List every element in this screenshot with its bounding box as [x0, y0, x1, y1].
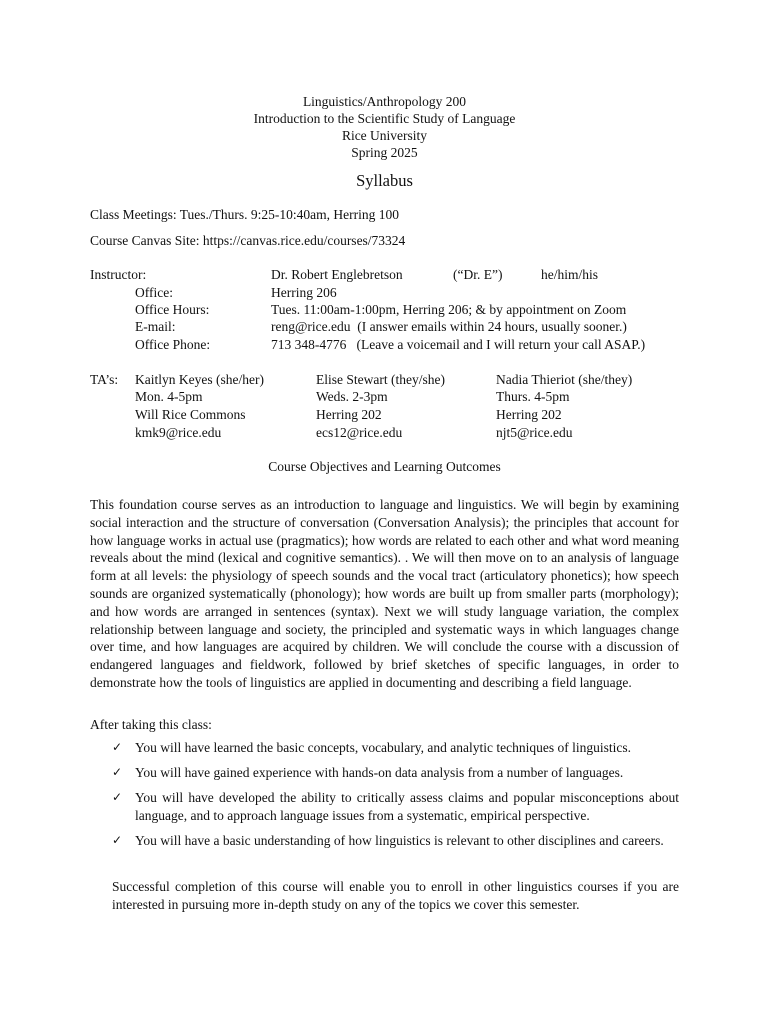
outcome-text: You will have learned the basic concepts, vocabulary, and analytic techniques of linguistics. — [135, 740, 631, 755]
office-hours-row — [90, 301, 690, 318]
ta-3-email: njt5@rice.edu — [496, 425, 573, 440]
check-icon: ✓ — [112, 765, 123, 779]
ta-location-row — [90, 406, 690, 423]
learning-outcomes-list — [112, 739, 679, 857]
office-phone-value: 713 348-4776 (Leave a voicemail and I will return your call ASAP.) — [271, 337, 646, 352]
title-block — [90, 93, 679, 161]
email-row — [90, 318, 690, 335]
canvas-site: Course Canvas Site: https://canvas.rice.edu/courses/73324 — [90, 233, 406, 248]
ta-label: TA’s: — [90, 372, 119, 387]
ta-1-hours: Mon. 4-5pm — [135, 389, 203, 404]
objectives-heading: Course Objectives and Learning Outcomes — [268, 459, 501, 474]
office-phone-row — [90, 336, 690, 353]
ta-hours-row — [90, 388, 690, 405]
list-item — [112, 739, 679, 757]
ta-email-row — [90, 424, 690, 441]
instructor-name: Dr. Robert Englebretson — [271, 267, 403, 282]
ta-1-email: kmk9@rice.edu — [135, 425, 222, 440]
office-hours-value: Tues. 11:00am-1:00pm, Herring 206; & by appointment on Zoom — [271, 302, 627, 317]
outcome-text: You will have a basic understanding of how linguistics is relevant to other disciplines and careers. — [135, 832, 664, 848]
list-item — [112, 832, 679, 850]
office-row — [90, 284, 690, 301]
instructor-row — [90, 266, 690, 283]
ta-3-location: Herring 202 — [496, 407, 562, 422]
check-icon: ✓ — [112, 832, 123, 847]
ta-1-location: Will Rice Commons — [135, 407, 246, 422]
document-title: Syllabus — [356, 171, 413, 190]
list-item — [112, 764, 679, 782]
email-label: E-mail: — [135, 319, 176, 334]
ta-1-name: Kaitlyn Keyes (she/her) — [135, 372, 264, 387]
ta-2-location: Herring 202 — [316, 407, 382, 422]
office-phone-label: Office Phone: — [135, 337, 211, 352]
after-taking-label: After taking this class: — [90, 717, 212, 732]
office-value: Herring 206 — [271, 285, 337, 300]
check-icon: ✓ — [112, 790, 123, 804]
ta-3-name: Nadia Thieriot (she/they) — [496, 372, 633, 387]
email-value: reng@rice.edu (I answer emails within 24 hours, usually sooner.) — [271, 319, 627, 334]
office-hours-label: Office Hours: — [135, 302, 210, 317]
class-meetings: Class Meetings: Tues./Thurs. 9:25-10:40am, Herring 100 — [90, 207, 399, 222]
ta-2-name: Elise Stewart (they/she) — [316, 372, 445, 387]
term: Spring 2025 — [351, 145, 418, 160]
course-title: Introduction to the Scientific Study of Language — [253, 111, 516, 126]
instructor-nickname: (“Dr. E”) — [453, 267, 503, 282]
list-item — [112, 789, 679, 824]
closing-paragraph: Successful completion of this course will enable you to enroll in other linguistics courses if you are interested in pursuing more in-depth study on any of the topics we cover this semester. — [112, 879, 679, 912]
ta-2-hours: Weds. 2-3pm — [316, 389, 388, 404]
ta-names-row — [90, 371, 690, 388]
instructor-label: Instructor: — [90, 267, 147, 282]
university-name: Rice University — [341, 128, 428, 143]
check-icon: ✓ — [112, 740, 123, 754]
instructor-pronouns: he/him/his — [541, 267, 598, 282]
course-code: Linguistics/Anthropology 200 — [302, 94, 467, 109]
outcome-text: You will have developed the ability to critically assess claims and popular misconceptions about language, and to approach language issues from a systematic, empirical perspective. — [135, 790, 679, 823]
syllabus-page — [90, 0, 679, 1024]
ta-2-email: ecs12@rice.edu — [316, 425, 403, 440]
outcome-text: You will have gained experience with hands-on data analysis from a number of languages. — [135, 765, 624, 780]
ta-3-hours: Thurs. 4-5pm — [496, 389, 570, 404]
course-description: This foundation course serves as an introduction to language and linguistics. We will begin by examining social interaction and the structure of conversation (Conversation Analysis); the principles that account for how language works in actual use (pragmatics); how words are related to each other and what word meaning reveals about the mind (lexical and cognitive semantics). . We will then move on to an analysis of language form at all levels: the physiology of speech sounds and the vocal tract (articulatory phonetics); how speech sounds are organized systematically (phonology); how words are built up from smaller parts (morphology); and how words are arranged in sentences (syntax). Next we will study language variation, the complex relationship between language and society, the principled and systematic ways in which languages change over time, and how languages are acquired by children. We will conclude the course with a discussion of endangered languages and fieldwork, followed by brief sketches of specific languages, in order to demonstrate how the tools of linguistics are applied in documenting and describing a field language. — [90, 497, 679, 690]
office-label: Office: — [135, 285, 173, 300]
